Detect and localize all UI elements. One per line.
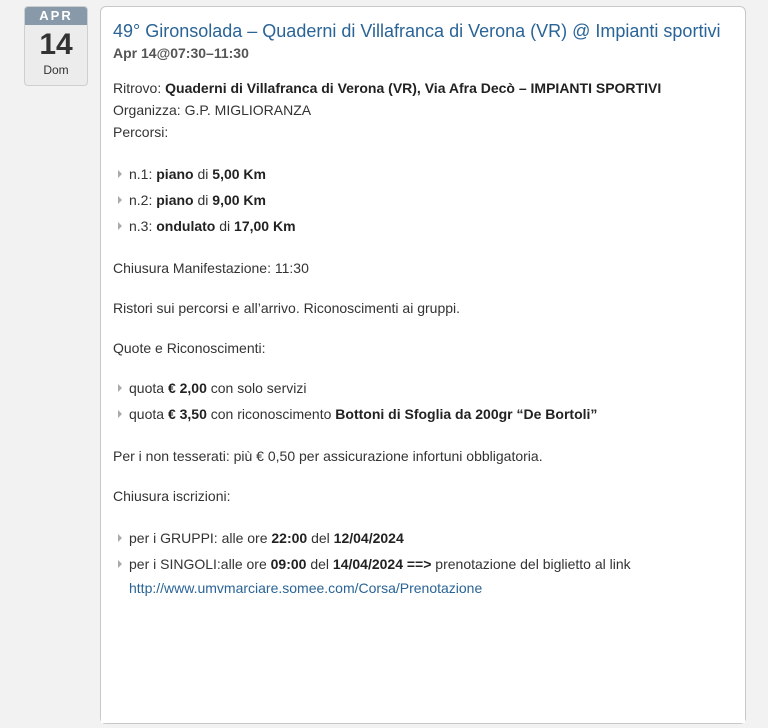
prenotazione-link[interactable]: http://www.umvmarciare.somee.com/Corsa/Prenotazione bbox=[129, 580, 483, 596]
bullet-arrow-icon bbox=[118, 170, 122, 178]
iscrizione-date: 12/04/2024 bbox=[333, 530, 404, 546]
percorso-number: n.3: bbox=[129, 218, 157, 234]
non-tesserati-note: Per i non tesserati: più € 0,50 per assicurazione infortuni obbligatoria. bbox=[113, 448, 543, 464]
percorso-number: n.1: bbox=[129, 166, 157, 182]
percorso-distance: 9,00 Km bbox=[212, 192, 266, 208]
event-date-badge bbox=[24, 6, 88, 86]
percorso-sep: di bbox=[215, 218, 235, 234]
event-card bbox=[100, 6, 746, 724]
list-item bbox=[117, 213, 733, 239]
date-month: APR bbox=[25, 7, 87, 25]
quota-amount: € 2,00 bbox=[167, 380, 207, 396]
quota-prefix: quota bbox=[129, 406, 168, 422]
bullet-arrow-icon bbox=[118, 196, 122, 204]
iscrizione-prefix: per i SINGOLI:alle ore bbox=[129, 556, 271, 572]
ritrovo-label: Ritrovo: bbox=[113, 80, 166, 96]
list-item bbox=[117, 525, 733, 551]
date-day: 14 bbox=[39, 28, 73, 61]
percorso-sep: di bbox=[193, 192, 213, 208]
quote-list bbox=[113, 375, 733, 427]
percorsi-label: Percorsi: bbox=[113, 124, 169, 140]
ritrovo-value: Quaderni di Villafranca di Verona (VR), Via Afra Decò – IMPIANTI SPORTIVI bbox=[165, 80, 662, 96]
percorso-type: piano bbox=[156, 166, 194, 182]
chiusura-manifestazione: Chiusura Manifestazione: 11:30 bbox=[113, 260, 309, 276]
iscrizione-sep: del bbox=[307, 530, 334, 546]
bullet-arrow-icon bbox=[118, 534, 122, 542]
percorso-number: n.2: bbox=[129, 192, 157, 208]
list-item bbox=[117, 187, 733, 213]
iscrizione-prefix: per i GRUPPI: alle ore bbox=[129, 530, 272, 546]
percorso-distance: 17,00 Km bbox=[234, 218, 296, 234]
iscrizione-time: 22:00 bbox=[271, 530, 308, 546]
quota-description: con solo servizi bbox=[206, 380, 307, 396]
ritrovo-line bbox=[113, 77, 733, 99]
iscrizione-note: prenotazione del biglietto al link bbox=[431, 556, 631, 572]
list-item bbox=[117, 161, 733, 187]
bullet-arrow-icon bbox=[118, 222, 122, 230]
quota-amount: € 3,50 bbox=[167, 406, 207, 422]
list-item bbox=[117, 375, 733, 401]
organizza-line: Organizza: G.P. MIGLIORANZA bbox=[113, 102, 312, 118]
date-weekday: Dom bbox=[43, 63, 69, 77]
percorso-type: ondulato bbox=[156, 218, 216, 234]
bullet-arrow-icon bbox=[118, 560, 122, 568]
percorso-sep: di bbox=[193, 166, 213, 182]
iscrizioni-list bbox=[113, 525, 733, 599]
card-fade-overlay bbox=[101, 643, 745, 723]
event-title-link[interactable] bbox=[113, 19, 733, 43]
iscrizione-time: 09:00 bbox=[270, 556, 307, 572]
percorsi-list bbox=[113, 161, 733, 239]
ristori-note: Ristori sui percorsi e all’arrivo. Riconoscimenti ai gruppi. bbox=[113, 300, 461, 316]
quota-prefix: quota bbox=[129, 380, 168, 396]
quote-label: Quote e Riconoscimenti: bbox=[113, 340, 266, 356]
event-time: Apr 14@07:30–11:30 bbox=[113, 45, 249, 61]
bullet-arrow-icon bbox=[118, 384, 122, 392]
quota-prize: Bottoni di Sfoglia da 200gr “De Bortoli” bbox=[335, 406, 598, 422]
percorso-type: piano bbox=[156, 192, 194, 208]
quota-description: con riconoscimento bbox=[206, 406, 336, 422]
list-item bbox=[117, 401, 733, 427]
chiusura-iscrizioni-label: Chiusura iscrizioni: bbox=[113, 488, 231, 504]
iscrizione-sep: del bbox=[306, 556, 333, 572]
bullet-arrow-icon bbox=[118, 410, 122, 418]
event-title[interactable]: 49° Gironsolada – Quaderni di Villafranca di Verona (VR) @ Impianti sportivi bbox=[113, 21, 721, 41]
list-item bbox=[117, 551, 733, 599]
percorso-distance: 5,00 Km bbox=[212, 166, 266, 182]
iscrizione-date: 14/04/2024 ==> bbox=[332, 556, 432, 572]
